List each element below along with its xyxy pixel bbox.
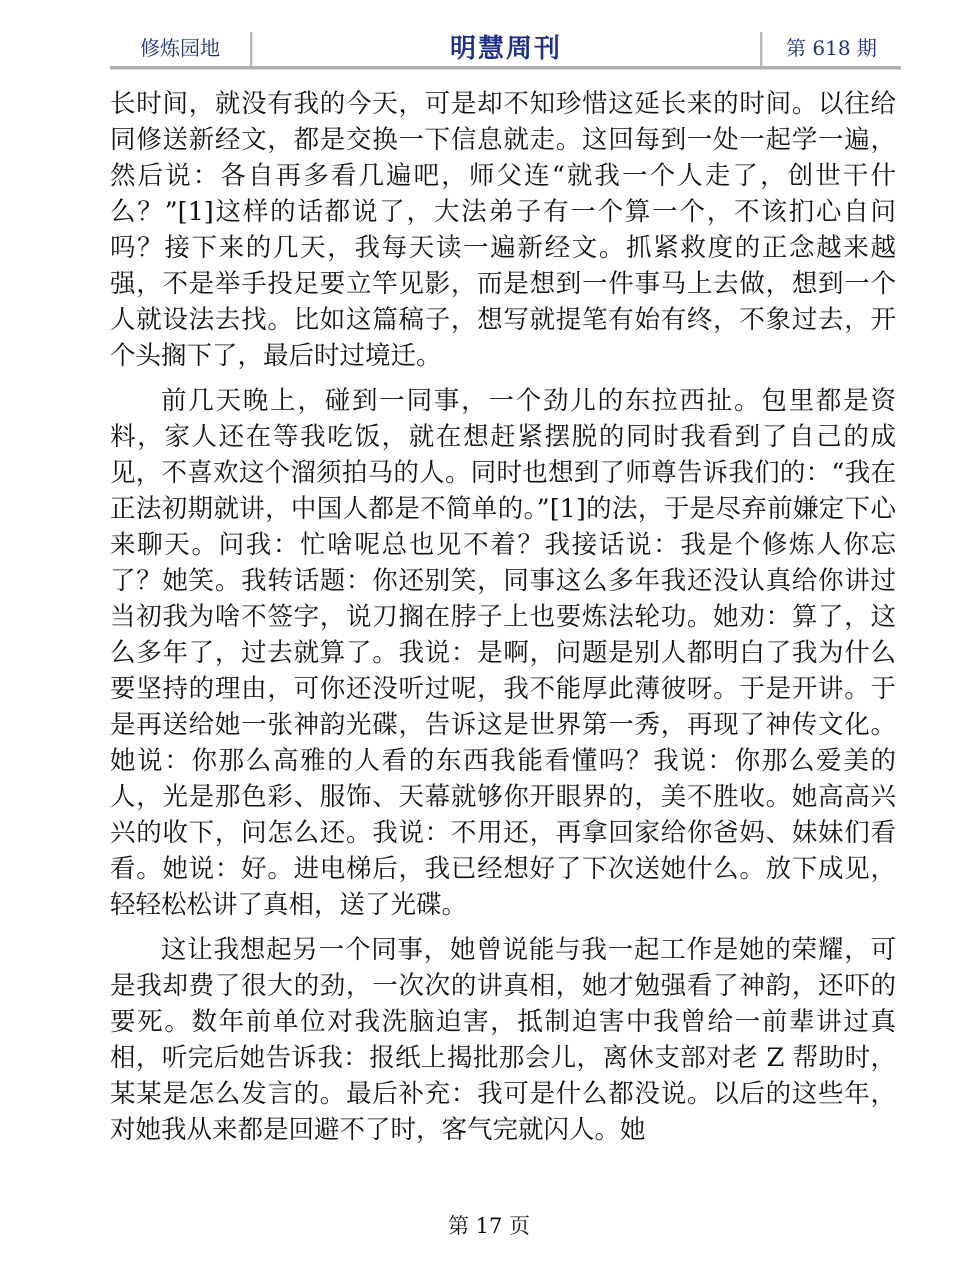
paragraph: 长时间，就没有我的今天，可是却不知珍惜这延长来的时间。以往给同修送新经文，都是交换一下信息就走。这回每到一处一起学一遍，然后说：各自再多看几遍吧，师父连“就我一个人走了，创世干什么？”[1]这样的话都说了，大法弟子有一个算一个，不该扪心自问吗？接下来的几天，我每天读一遍新经文。抓紧救度的正念越来越强，不是举手投足要立竿见影，而是想到一件事马上去做，想到一个人就设法去找。比如这篇稿子，想写就提笔有始有终，不象过去，开个头搁下了，最后时过境迁。 xyxy=(110,89,896,371)
paragraph: 这让我想起另一个同事，她曾说能与我一起工作是她的荣耀，可是我却费了很大的劲，一次次的讲真相，她才勉强看了神韵，还吓的要死。数年前单位对我洗脑迫害，抵制迫害中我曾给一前辈讲过真相，听完后她告诉我：报纸上揭批那会儿，离休支部对老 Z 帮助时，某某是怎么发言的。最后补充：我可是什么都没说。以后的这些年，对她我从来都是回避不了时，客气完就闪人。她 xyxy=(110,935,896,1145)
publication-title: 明慧周刊 xyxy=(449,33,562,64)
page-header xyxy=(110,26,901,68)
page-number: 第 17 页 xyxy=(447,1214,531,1238)
issue-number: 第 618 期 xyxy=(786,35,877,60)
article-body xyxy=(110,86,896,1157)
header-rule xyxy=(110,66,901,70)
section-name: 修炼园地 xyxy=(140,35,220,60)
paragraph: 前几天晚上，碰到一同事，一个劲儿的东拉西扯。包里都是资料，家人还在等我吃饭，就在想赶紧摆脱的同时我看到了自己的成见，不喜欢这个溜须拍马的人。同时也想到了师尊告诉我们的：“我在正法初期就讲，中国人都是不简单的。”[1]的法，于是尽弃前嫌定下心来聊天。问我：忙啥呢总也见不着？我接话说：我是个修炼人你忘了？她笑。我转话题：你还别笑，同事这么多年我还没认真给你讲过当初我为啥不签字，说刀搁在脖子上也要炼法轮功。她劝：算了，这么多年了，过去就算了。我说：是啊，问题是别人都明白了我为什么要坚持的理由，可你还没听过呢，我不能厚此薄彼呀。于是开讲。于是再送给她一张神韵光碟，告诉这是世界第一秀，再现了神传文化。她说：你那么高雅的人看的东西我能看懂吗？我说：你那么爱美的人，光是那色彩、服饰、天幕就够你开眼界的，美不胜收。她高高兴兴的收下，问怎么还。我说：不用还，再拿回家给你爸妈、妹妹们看看。她说：好。进电梯后，我已经想好了下次送她什么。放下成见，轻轻松松讲了真相，送了光碟。 xyxy=(110,386,896,920)
